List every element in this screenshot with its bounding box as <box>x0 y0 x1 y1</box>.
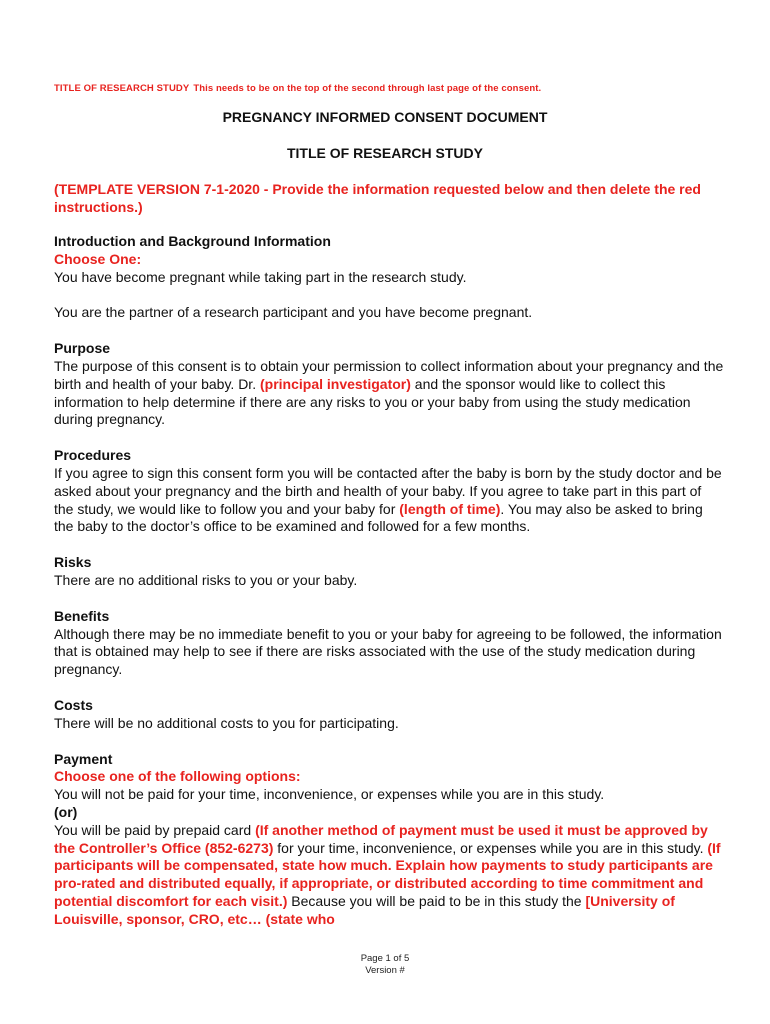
introduction-option-2: You are the partner of a research participant and you have become pregnant. <box>54 304 533 321</box>
payment-text-part-3: Because you will be paid to be in this study the <box>287 892 586 909</box>
risks-heading: Risks <box>54 554 92 571</box>
section-benefits <box>54 608 724 679</box>
costs-text: There will be no additional costs to you for participating. <box>54 714 399 731</box>
benefits-heading: Benefits <box>54 607 110 624</box>
length-of-time-placeholder: (length of time) <box>399 500 501 517</box>
template-instruction: (TEMPLATE VERSION 7-1-2020 - Provide the information requested below and then delete the red instructions.) <box>54 181 701 215</box>
section-procedures <box>54 447 724 536</box>
purpose-text <box>54 358 724 429</box>
purpose-text-part-2: and the sponsor would like to collect this information to help determine if there are any risks to you or your baby from using the study medication during pregnancy. <box>54 375 691 428</box>
version-label: Version # <box>365 965 405 976</box>
costs-heading: Costs <box>54 696 93 713</box>
study-title: TITLE OF RESEARCH STUDY <box>286 145 483 161</box>
consent-body <box>54 233 724 929</box>
procedures-text-part-2: . You may also be asked to bring the baby to the doctor’s office to be examined and followed for a few months. <box>54 500 703 535</box>
payment-instruction-controller: (If another method of payment must be used it must be approved by the Controller’s Office (852-6273) <box>54 821 708 856</box>
payment-option-2 <box>54 822 724 929</box>
introduction-heading: Introduction and Background Information <box>54 233 331 249</box>
document-title: PREGNANCY INFORMED CONSENT DOCUMENT <box>222 109 548 125</box>
procedures-text-part-1: If you agree to sign this consent form you will be contacted after the baby is born by the study doctor and be asked about your pregnancy and the birth and health of your baby. If you agree to take part in this part of the study, we would like to follow you and your baby for <box>54 464 722 517</box>
payment-instruction-payer: [University of Louisville, sponsor, CRO, etc… (state who <box>54 892 675 927</box>
section-payment <box>54 751 724 929</box>
procedures-heading: Procedures <box>54 447 132 464</box>
purpose-text-part-1: The purpose of this consent is to obtain your permission to collect information about your pregnancy and the birth and health of your baby. Dr. <box>54 357 724 392</box>
payment-heading: Payment <box>54 750 113 767</box>
running-header <box>54 83 541 94</box>
page-number: Page 1 of 5 <box>360 953 410 964</box>
introduction-choose-label: Choose One: <box>54 250 142 267</box>
payment-or-label: (or) <box>54 803 78 820</box>
section-costs <box>54 697 724 733</box>
payment-instruction-compensation: (If participants will be compensated, state how much. Explain how payments to study participants are pro-rated and distributed equally, if appropriate, or distributed according to time commitment and potential discomfort for each visit.) <box>54 839 721 909</box>
section-risks <box>54 554 724 590</box>
payment-text-part-2: for your time, inconvenience, or expenses while you are in this study. <box>273 839 708 856</box>
payment-text-part-1: You will be paid by prepaid card <box>54 821 256 838</box>
benefits-text: Although there may be no immediate benefit to you or your baby for agreeing to be followed, the information that is obtained may help to see if there are risks associated with the use of the study medication during pregnancy. <box>54 625 722 678</box>
introduction-option-1: You have become pregnant while taking part in the research study. <box>54 268 467 285</box>
running-header-instruction: This needs to be on the top of the second through last page of the consent. <box>193 83 542 94</box>
running-header-title: TITLE OF RESEARCH STUDY <box>54 83 190 94</box>
payment-option-1: You will not be paid for your time, inconvenience, or expenses while you are in this study. <box>54 786 605 803</box>
payment-choose-label: Choose one of the following options: <box>54 768 301 785</box>
procedures-text <box>54 465 724 536</box>
purpose-heading: Purpose <box>54 340 111 357</box>
page-footer <box>0 953 770 977</box>
section-purpose <box>54 340 724 429</box>
section-introduction <box>54 233 724 322</box>
principal-investigator-placeholder: (principal investigator) <box>259 375 411 392</box>
risks-text: There are no additional risks to you or your baby. <box>54 571 358 588</box>
